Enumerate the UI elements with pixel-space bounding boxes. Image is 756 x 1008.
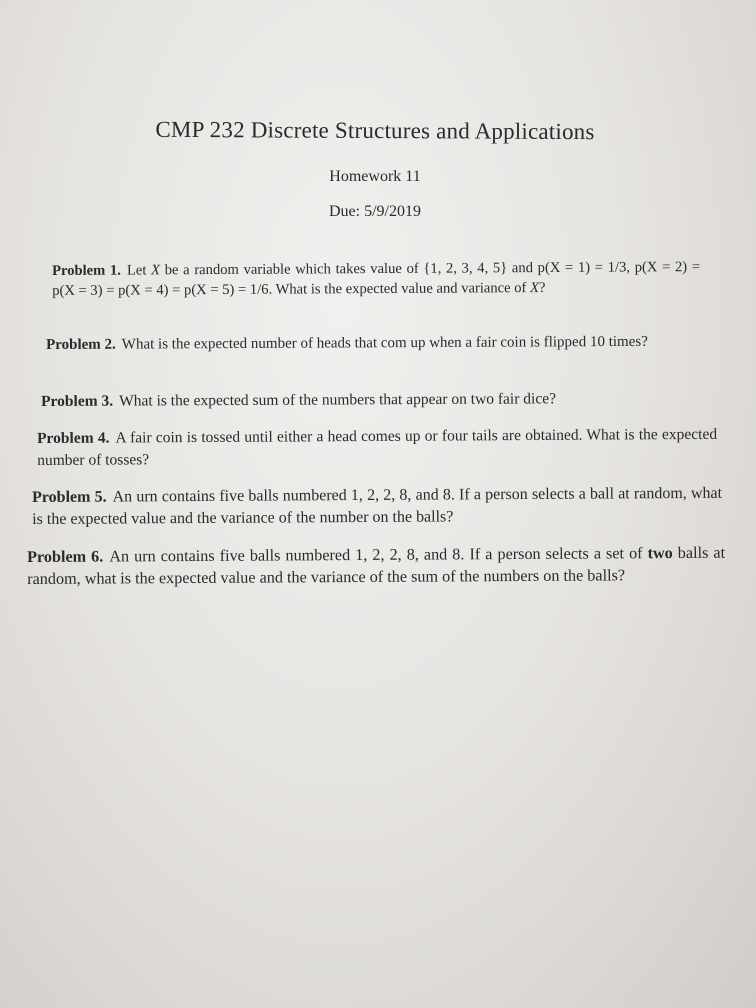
problem-1-text-c: ? xyxy=(538,279,546,297)
problem-6-label: Problem 6. xyxy=(27,547,104,566)
due-date: Due: 5/9/2019 xyxy=(329,203,421,220)
problem-6 xyxy=(27,542,725,590)
problem-3-label: Problem 3. xyxy=(41,392,114,410)
problem-1-var-x-2: X xyxy=(530,280,540,297)
homework-number: Homework 11 xyxy=(329,168,421,185)
problem-1-text-b: be a random variable which takes value of {1, 2, 3, 4, 5} and p(X = 1) = 1/3, p(X = 2) = p(X = 3) = p(X = 4) = p(X = 5) = 1/6. What is the expected value and variance of xyxy=(52,259,701,299)
problem-5 xyxy=(32,483,722,531)
problem-2 xyxy=(46,331,706,356)
problem-6-text-b: balls at random, what is the expected value and the variance of the sum of the numbers on the balls? xyxy=(27,543,726,588)
problem-6-bold-word: two xyxy=(647,544,673,563)
course-title: CMP 232 Discrete Structures and Applications xyxy=(155,116,595,145)
problem-4 xyxy=(37,424,717,472)
problem-5-label: Problem 5. xyxy=(32,488,107,506)
problem-1-label: Problem 1. xyxy=(52,262,121,279)
problem-2-text: What is the expected number of heads that com up when a fair coin is flipped 10 times? xyxy=(121,333,648,353)
problem-1-text-a: Let xyxy=(126,262,152,279)
problem-1 xyxy=(52,257,700,301)
problem-3 xyxy=(41,387,711,413)
problem-2-label: Problem 2. xyxy=(46,336,116,353)
problem-4-label: Problem 4. xyxy=(37,429,110,447)
problem-4-text: A fair coin is tossed until either a head comes up or four tails are obtained. What is the expected number of tosses? xyxy=(37,425,718,469)
problem-5-text: An urn contains five balls numbered 1, 2, 2, 8, and 8. If a person selects a ball at random, what is the expected value and the variance of the number on the balls? xyxy=(32,484,723,528)
problem-6-text-a: An urn contains five balls numbered 1, 2, 2, 8, and 8. If a person selects a set of xyxy=(109,544,648,566)
problem-3-text: What is the expected sum of the numbers that appear on two fair dice? xyxy=(119,390,556,410)
problem-1-var-x: X xyxy=(151,262,161,279)
